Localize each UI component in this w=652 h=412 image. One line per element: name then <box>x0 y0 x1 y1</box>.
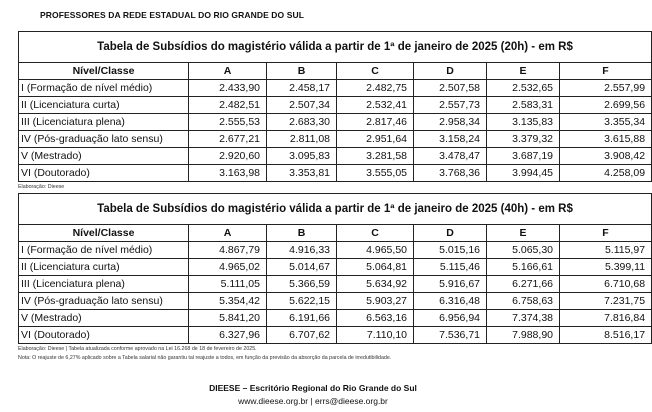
value-cell: 2.507,34 <box>267 97 337 114</box>
value-cell: 2.555,53 <box>189 114 267 131</box>
column-header: C <box>337 225 414 242</box>
row-label: IV (Pós-graduação lato sensu) <box>19 293 189 310</box>
value-cell: 2.920,60 <box>189 148 267 165</box>
page-header: PROFESSORES DA REDE ESTADUAL DO RIO GRANDE DO SUL <box>40 10 305 20</box>
salary-table-20h <box>18 31 646 191</box>
value-cell: 7.536,71 <box>414 327 487 344</box>
value-cell: 3.095,83 <box>267 148 337 165</box>
value-cell: 7.110,10 <box>337 327 414 344</box>
value-cell: 3.687,19 <box>487 148 560 165</box>
column-header: A <box>189 63 267 80</box>
table-header-row <box>19 225 652 242</box>
table-row <box>19 97 652 114</box>
value-cell: 3.615,88 <box>560 131 652 148</box>
footer-contact: www.dieese.org.br | errs@dieese.org.br <box>238 396 388 406</box>
row-label: V (Mestrado) <box>19 148 189 165</box>
column-header: F <box>560 225 652 242</box>
value-cell: 6.563,16 <box>337 310 414 327</box>
value-cell: 6.707,62 <box>267 327 337 344</box>
column-header: F <box>560 63 652 80</box>
table-row <box>19 259 652 276</box>
value-cell: 5.366,59 <box>267 276 337 293</box>
value-cell: 7.816,84 <box>560 310 652 327</box>
column-header: B <box>267 63 337 80</box>
table-row <box>19 310 652 327</box>
row-label: VI (Doutorado) <box>19 327 189 344</box>
value-cell: 3.163,98 <box>189 165 267 182</box>
row-label: V (Mestrado) <box>19 310 189 327</box>
value-cell: 6.271,66 <box>487 276 560 293</box>
table-20h <box>18 31 652 182</box>
value-cell: 7.988,90 <box>487 327 560 344</box>
value-cell: 6.191,66 <box>267 310 337 327</box>
value-cell: 4.965,02 <box>189 259 267 276</box>
value-cell: 3.994,45 <box>487 165 560 182</box>
column-header: A <box>189 225 267 242</box>
value-cell: 7.231,75 <box>560 293 652 310</box>
value-cell: 2.677,21 <box>189 131 267 148</box>
value-cell: 3.908,42 <box>560 148 652 165</box>
value-cell: 4.867,79 <box>189 242 267 259</box>
table-row <box>19 114 652 131</box>
value-cell: 2.458,17 <box>267 80 337 97</box>
column-header: C <box>337 63 414 80</box>
table-row <box>19 148 652 165</box>
value-cell: 5.354,42 <box>189 293 267 310</box>
value-cell: 2.699,56 <box>560 97 652 114</box>
value-cell: 7.374,38 <box>487 310 560 327</box>
value-cell: 5.622,15 <box>267 293 337 310</box>
column-header: B <box>267 225 337 242</box>
value-cell: 3.353,81 <box>267 165 337 182</box>
table-footnote: Nota: O reajuste de 6,27% aplicado sobre a Tabela salarial não garantiu tal reajuste a todos, em função da previsão da absorção da parcela de irredutibilidade. <box>18 355 392 361</box>
column-header: Nível/Classe <box>19 225 189 242</box>
row-label: I (Formação de nível médio) <box>19 80 189 97</box>
column-header: E <box>487 63 560 80</box>
table-row <box>19 242 652 259</box>
row-label: I (Formação de nível médio) <box>19 242 189 259</box>
value-cell: 5.903,27 <box>337 293 414 310</box>
value-cell: 5.111,05 <box>189 276 267 293</box>
value-cell: 5.015,16 <box>414 242 487 259</box>
value-cell: 2.532,41 <box>337 97 414 114</box>
row-label: II (Licenciatura curta) <box>19 97 189 114</box>
value-cell: 2.811,08 <box>267 131 337 148</box>
value-cell: 5.841,20 <box>189 310 267 327</box>
value-cell: 3.768,36 <box>414 165 487 182</box>
value-cell: 2.951,64 <box>337 131 414 148</box>
table-row <box>19 80 652 97</box>
table-40h <box>18 193 652 344</box>
value-cell: 2.683,30 <box>267 114 337 131</box>
value-cell: 3.555,05 <box>337 165 414 182</box>
value-cell: 2.557,99 <box>560 80 652 97</box>
value-cell: 5.115,46 <box>414 259 487 276</box>
table-row <box>19 327 652 344</box>
table-title: Tabela de Subsídios do magistério válida a partir de 1ª de janeiro de 2025 (40h) - em R$ <box>19 194 652 225</box>
row-label: III (Licenciatura plena) <box>19 114 189 131</box>
value-cell: 6.316,48 <box>414 293 487 310</box>
table-row <box>19 131 652 148</box>
value-cell: 4.258,09 <box>560 165 652 182</box>
value-cell: 5.916,67 <box>414 276 487 293</box>
value-cell: 5.634,92 <box>337 276 414 293</box>
column-header: Nível/Classe <box>19 63 189 80</box>
value-cell: 2.532,65 <box>487 80 560 97</box>
value-cell: 2.817,46 <box>337 114 414 131</box>
value-cell: 5.065,30 <box>487 242 560 259</box>
value-cell: 6.327,96 <box>189 327 267 344</box>
value-cell: 4.965,50 <box>337 242 414 259</box>
value-cell: 3.379,32 <box>487 131 560 148</box>
value-cell: 2.482,51 <box>189 97 267 114</box>
value-cell: 2.482,75 <box>337 80 414 97</box>
value-cell: 2.583,31 <box>487 97 560 114</box>
value-cell: 3.281,58 <box>337 148 414 165</box>
salary-table-40h <box>18 193 646 362</box>
value-cell: 8.516,17 <box>560 327 652 344</box>
table-note: Elaboração: Dieese | Tabela atualizada conforme aprovado na Lei 16.268 de 18 de fevereiro de 2025. <box>18 346 257 352</box>
value-cell: 6.956,94 <box>414 310 487 327</box>
footer-org: DIEESE – Escritório Regional do Rio Grande do Sul <box>209 383 417 393</box>
value-cell: 6.758,63 <box>487 293 560 310</box>
table-row <box>19 165 652 182</box>
row-label: VI (Doutorado) <box>19 165 189 182</box>
row-label: IV (Pós-graduação lato sensu) <box>19 131 189 148</box>
value-cell: 2.507,58 <box>414 80 487 97</box>
table-note: Elaboração: Dieese <box>18 184 65 190</box>
row-label: II (Licenciatura curta) <box>19 259 189 276</box>
value-cell: 5.399,11 <box>560 259 652 276</box>
value-cell: 3.135,83 <box>487 114 560 131</box>
value-cell: 2.433,90 <box>189 80 267 97</box>
value-cell: 6.710,68 <box>560 276 652 293</box>
table-header-row <box>19 63 652 80</box>
table-title: Tabela de Subsídios do magistério válida a partir de 1ª de janeiro de 2025 (20h) - em R$ <box>19 32 652 63</box>
column-header: E <box>487 225 560 242</box>
column-header: D <box>414 225 487 242</box>
value-cell: 3.478,47 <box>414 148 487 165</box>
value-cell: 2.958,34 <box>414 114 487 131</box>
table-row <box>19 293 652 310</box>
value-cell: 3.355,34 <box>560 114 652 131</box>
value-cell: 5.166,61 <box>487 259 560 276</box>
table-row <box>19 276 652 293</box>
value-cell: 5.115,97 <box>560 242 652 259</box>
value-cell: 3.158,24 <box>414 131 487 148</box>
value-cell: 4.916,33 <box>267 242 337 259</box>
value-cell: 5.064,81 <box>337 259 414 276</box>
value-cell: 5.014,67 <box>267 259 337 276</box>
value-cell: 2.557,73 <box>414 97 487 114</box>
row-label: III (Licenciatura plena) <box>19 276 189 293</box>
column-header: D <box>414 63 487 80</box>
